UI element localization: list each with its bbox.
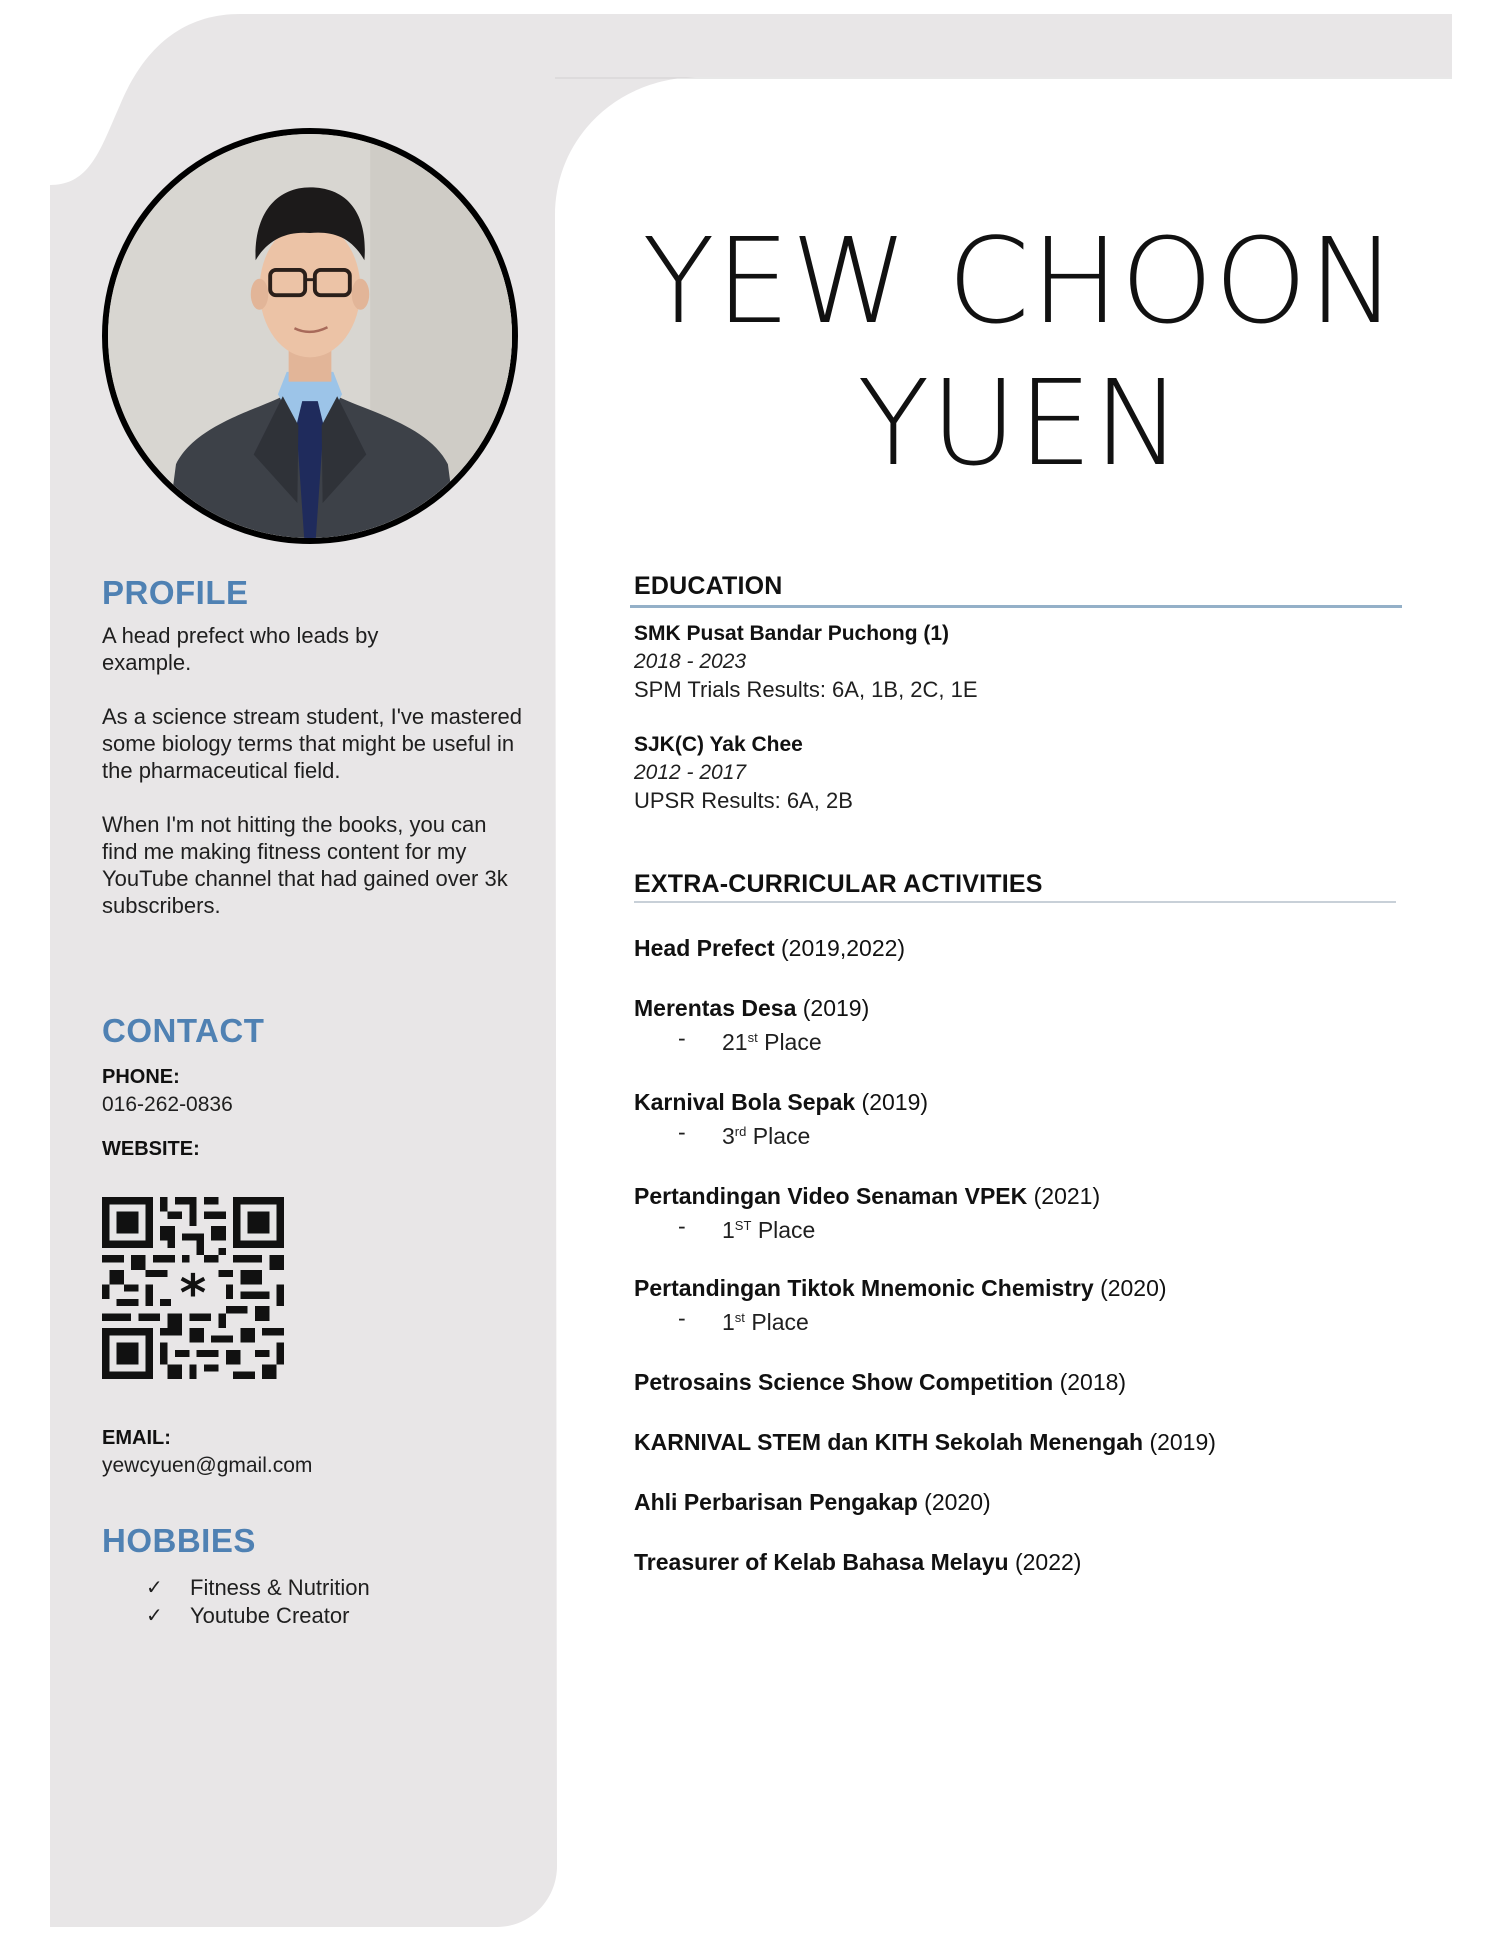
- activity-placement: - 1st Place: [634, 1303, 1404, 1337]
- website-label: WEBSITE:: [102, 1138, 200, 1160]
- profile-paragraph: When I'm not hitting the books, you can find me making fitness content for my YouTube channel that had gained over 3k subscribers.: [102, 812, 508, 918]
- activity-year: (2020): [924, 1489, 991, 1515]
- contact-section: [102, 1012, 522, 1163]
- activity-title: Karnival Bola Sepak: [634, 1089, 856, 1115]
- name-line-1: YEW CHOON: [642, 212, 1398, 350]
- activity-item: [634, 1427, 1404, 1457]
- activity-item: [634, 1181, 1404, 1245]
- activity-year: (2019): [1149, 1429, 1216, 1455]
- activity-title: Treasurer of Kelab Bahasa Melayu: [634, 1549, 1009, 1575]
- profile-photo: [102, 128, 518, 544]
- education-heading: EDUCATION: [634, 572, 783, 600]
- hobbies-heading: HOBBIES: [102, 1522, 256, 1559]
- dash-bullet: -: [678, 1025, 686, 1051]
- activities-heading: EXTRA-CURRICULAR ACTIVITIES: [634, 870, 1043, 898]
- school-name: SJK(C) Yak Chee: [634, 733, 803, 756]
- activity-title: Pertandingan Tiktok Mnemonic Chemistry: [634, 1275, 1094, 1301]
- activity-title: Head Prefect: [634, 935, 775, 961]
- profile-paragraph: A head prefect who leads by example.: [102, 623, 379, 675]
- activity-item: [634, 1367, 1404, 1397]
- school-years: 2012 - 2017: [634, 761, 747, 784]
- education-divider: [630, 605, 1402, 608]
- activity-year: (2020): [1100, 1275, 1167, 1301]
- contact-heading: CONTACT: [102, 1012, 265, 1049]
- check-icon: ✓: [146, 1605, 163, 1627]
- activity-placement: - 1ST Place: [634, 1211, 1404, 1245]
- activity-item: [634, 1273, 1404, 1337]
- activity-year: (2019,2022): [781, 935, 906, 961]
- email-label: EMAIL:: [102, 1427, 171, 1449]
- svg-text:*: *: [179, 1264, 207, 1324]
- activity-title: Merentas Desa: [634, 995, 797, 1021]
- education-entry: [634, 731, 1404, 815]
- activity-item: [634, 1087, 1404, 1151]
- hobbies-section: [102, 1522, 522, 1630]
- activity-placement: - 3rd Place: [634, 1117, 1404, 1151]
- hobby-item: [102, 1602, 522, 1630]
- candidate-name: [600, 210, 1440, 494]
- hobby-item: [102, 1574, 522, 1602]
- profile-heading: PROFILE: [102, 574, 249, 611]
- phone-value[interactable]: 016-262-0836: [102, 1093, 233, 1116]
- name-line-2: YUEN: [857, 354, 1183, 492]
- hobby-label: Youtube Creator: [190, 1603, 350, 1628]
- activity-year: (2018): [1059, 1369, 1127, 1395]
- education-entry: [634, 620, 1404, 704]
- hobby-label: Fitness & Nutrition: [190, 1575, 370, 1600]
- person-portrait-icon: [108, 134, 512, 538]
- profile-paragraph: As a science stream student, I've mastered some biology terms that might be useful in the pharmaceutical field.: [102, 704, 522, 783]
- school-result: UPSR Results: 6A, 2B: [634, 788, 853, 813]
- activities-section: [634, 870, 1404, 1577]
- activity-placement: - 21st Place: [634, 1023, 1404, 1057]
- email-value[interactable]: yewcyuen@gmail.com: [102, 1454, 313, 1477]
- education-section: [634, 572, 1404, 815]
- activity-item: [634, 1487, 1404, 1517]
- activity-year: (2019): [861, 1089, 929, 1115]
- profile-section: [102, 574, 522, 946]
- activity-year: (2021): [1033, 1183, 1101, 1209]
- school-name: SMK Pusat Bandar Puchong (1): [634, 622, 950, 645]
- activity-year: (2019): [802, 995, 870, 1021]
- activities-divider: [634, 901, 1396, 903]
- activity-title: Pertandingan Video Senaman VPEK: [634, 1183, 1028, 1209]
- activity-item: [634, 1547, 1404, 1577]
- phone-label: PHONE:: [102, 1066, 180, 1088]
- hobbies-list: [102, 1574, 522, 1630]
- qr-code-icon[interactable]: [102, 1197, 284, 1379]
- school-result: SPM Trials Results: 6A, 1B, 2C, 1E: [634, 677, 978, 702]
- dash-bullet: -: [678, 1213, 686, 1239]
- school-years: 2018 - 2023: [634, 650, 747, 673]
- dash-bullet: -: [678, 1119, 686, 1145]
- email-block: [102, 1425, 522, 1479]
- activity-title: Ahli Perbarisan Pengakap: [634, 1489, 918, 1515]
- activity-title: Petrosains Science Show Competition: [634, 1369, 1054, 1395]
- activity-item: [634, 993, 1404, 1057]
- activity-title: KARNIVAL STEM dan KITH Sekolah Menengah: [634, 1429, 1144, 1455]
- activity-year: (2022): [1014, 1549, 1082, 1575]
- dash-bullet: -: [678, 1305, 686, 1331]
- activity-item: [634, 933, 1404, 963]
- check-icon: ✓: [146, 1577, 163, 1599]
